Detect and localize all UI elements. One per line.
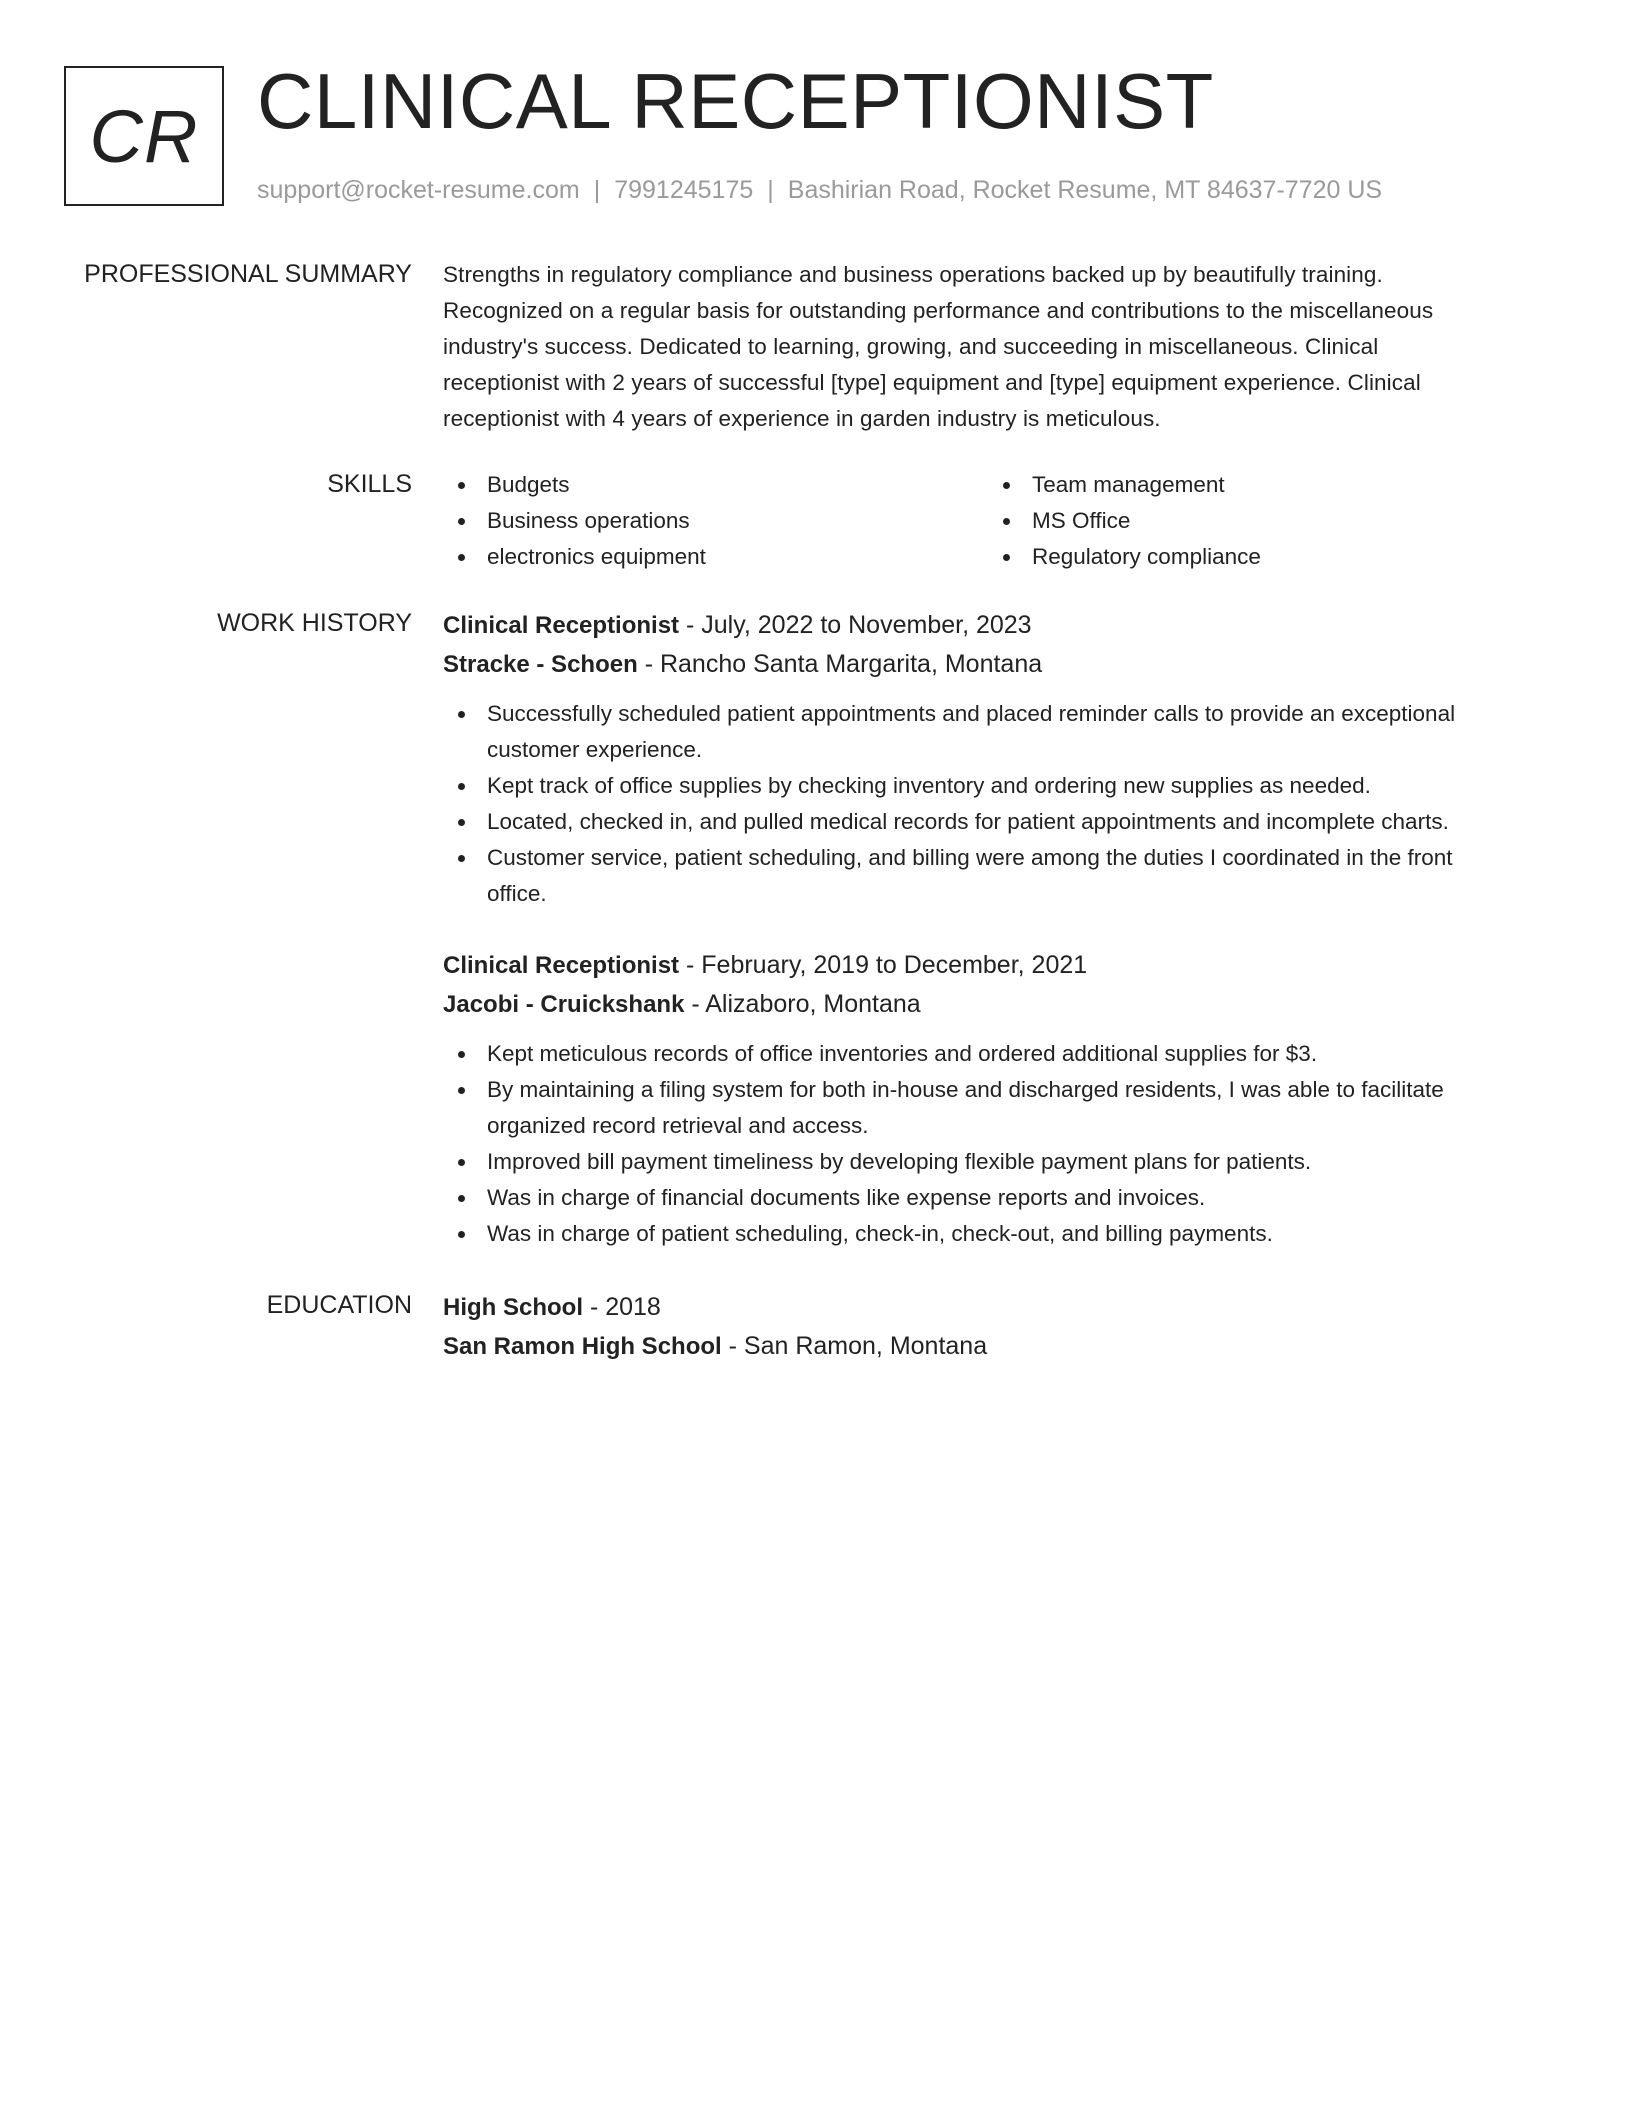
duty-text: Customer service, patient scheduling, and billing were among the duties I coordinated in the front [487,845,1453,870]
summary-line: Recognized on a regular basis for outstanding performance and contributions to the miscellaneous [443,298,1434,323]
duty-text: By maintaining a filing system for both in-house and discharged residents, I was able to facilitate [487,1077,1444,1102]
education-school-line [443,1327,1558,1366]
job-duties [443,696,1558,912]
skills-list-right [988,467,1533,575]
contact-phone: 7991245175 [614,176,754,204]
job-role: Clinical Receptionist [443,952,680,979]
skills-heading: SKILLS [327,470,412,498]
summary-body [443,257,1558,437]
education-body [443,1288,1558,1366]
summary-text [443,257,1558,437]
contact-separator: | [767,176,774,204]
duty-text: Successfully scheduled patient appointments and placed reminder calls to provide an exceptional [487,701,1456,726]
job-duty [443,840,1558,912]
contact-address: Bashirian Road, Rocket Resume, MT 84637-7720 US [787,176,1383,204]
summary-line: industry's success. Dedicated to learning, growing, and succeeding in miscellaneous. Clinical [443,334,1379,359]
job-company-line [443,985,1558,1024]
education-year: - 2018 [583,1293,661,1321]
education-heading: EDUCATION [266,1291,412,1319]
skills-list-left [443,467,988,575]
skill-item: Team management [988,467,1533,503]
contact-line [257,174,1382,206]
skills-body [443,467,1558,575]
work-history-body [443,606,1558,1252]
skill-item: Regulatory compliance [988,539,1533,575]
education-degree-line [443,1288,1558,1327]
job-company-line [443,645,1558,684]
job-duty: Was in charge of financial documents like expense reports and invoices. [443,1180,1558,1216]
skill-item: Business operations [443,503,988,539]
duty-text: office. [487,881,547,906]
job-dates: - July, 2022 to November, 2023 [679,611,1032,639]
job-title-line [443,946,1558,985]
job-title-line [443,606,1558,645]
skill-item: MS Office [988,503,1533,539]
job-duty: Kept meticulous records of office inventories and ordered additional supplies for $3. [443,1036,1558,1072]
education-degree: High School [443,1294,583,1321]
job-duty: Located, checked in, and pulled medical records for patient appointments and incomplete charts. [443,804,1558,840]
summary-heading: PROFESSIONAL SUMMARY [84,260,412,288]
duty-text: customer experience. [487,737,703,762]
job-entry [443,946,1558,1252]
skill-item: electronics equipment [443,539,988,575]
job-duty [443,696,1558,768]
work-history-heading: WORK HISTORY [217,609,412,637]
summary-line: Strengths in regulatory compliance and business operations backed up by beautifully training. [443,262,1383,287]
education-school: San Ramon High School [443,1333,722,1360]
job-duties [443,1036,1558,1252]
job-role: Clinical Receptionist [443,612,680,639]
job-duty [443,1072,1558,1144]
job-location: - Alizaboro, Montana [684,990,921,1018]
job-dates: - February, 2019 to December, 2021 [679,951,1088,979]
skill-item: Budgets [443,467,988,503]
summary-line: receptionist with 4 years of experience in garden industry is meticulous. [443,406,1161,431]
job-entry [443,606,1558,912]
job-duty: Kept track of office supplies by checking inventory and ordering new supplies as needed. [443,768,1558,804]
resume-title: CLINICAL RECEPTIONIST [257,57,1214,145]
monogram-box [64,66,224,206]
job-company: Jacobi - Cruickshank [443,991,685,1018]
job-duty: Improved bill payment timeliness by developing flexible payment plans for patients. [443,1144,1558,1180]
job-duty: Was in charge of patient scheduling, check-in, check-out, and billing payments. [443,1216,1558,1252]
contact-email: support@rocket-resume.com [257,176,580,204]
education-location: - San Ramon, Montana [721,1332,988,1360]
summary-line: receptionist with 2 years of successful [type] equipment and [type] equipment experience. Clinical [443,370,1421,395]
duty-text: organized record retrieval and access. [487,1113,869,1138]
job-location: - Rancho Santa Margarita, Montana [637,650,1043,678]
contact-separator: | [593,176,601,204]
job-company: Stracke - Schoen [443,651,638,678]
monogram-initials: CR [89,94,199,178]
